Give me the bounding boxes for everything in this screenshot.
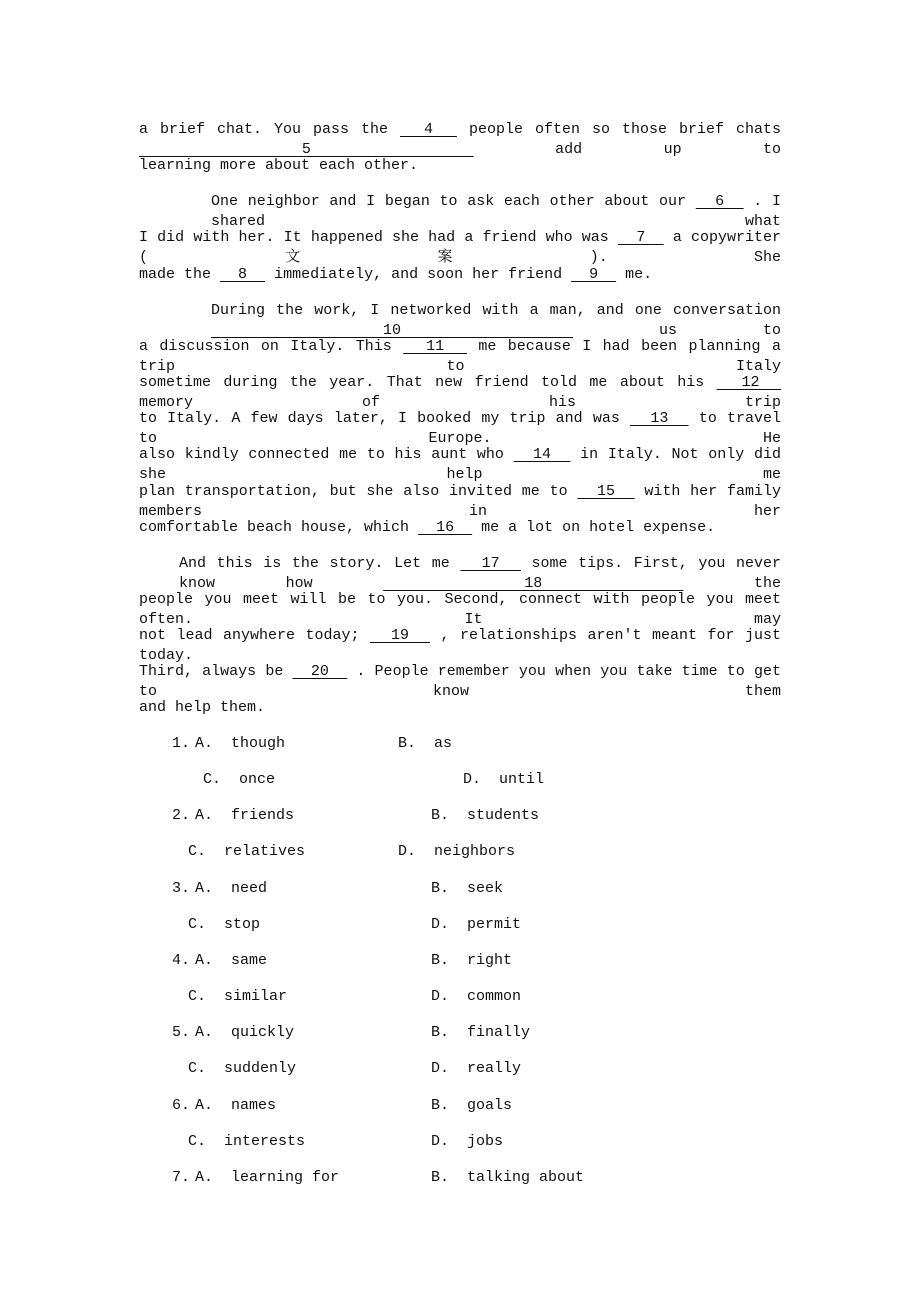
answer-blank: 9 xyxy=(571,265,617,283)
answer-blank: 10 xyxy=(211,321,573,339)
passage-text: some tips. First, you never know how xyxy=(179,554,781,592)
option-c: C. once xyxy=(203,771,276,789)
answer-blank: 11 xyxy=(403,337,467,355)
passage-text: And this is the story. Let me xyxy=(179,554,450,572)
option-a: A. friends xyxy=(195,807,295,825)
passage-text: a copywriter (文案). She xyxy=(139,229,781,267)
passage-text: us to xyxy=(658,321,781,339)
answer-blank: 7 xyxy=(618,229,664,247)
answer-blank: 8 xyxy=(220,265,266,283)
passage-text: add up to xyxy=(555,141,781,158)
option-a: A. learning for xyxy=(195,1168,340,1186)
option-b: B. talking about xyxy=(431,1168,585,1186)
answer-blank: 14 xyxy=(513,446,571,464)
passage-text: people you meet will be to you. Second, connect with people you meet often. It may xyxy=(139,590,781,628)
option-c: C. suddenly xyxy=(188,1060,297,1078)
option-a: A. names xyxy=(195,1096,277,1114)
passage-text: made the xyxy=(139,265,212,283)
answer-blank: 19 xyxy=(370,627,430,645)
option-c: C. stop xyxy=(188,915,261,933)
answer-blank: 16 xyxy=(418,518,473,536)
passage-text: the xyxy=(753,574,781,592)
passage-text: with her family members in her xyxy=(139,482,781,520)
passage-text: me. xyxy=(625,265,653,283)
option-b: B. finally xyxy=(431,1024,531,1042)
passage-line xyxy=(139,409,782,448)
passage-line xyxy=(211,192,781,231)
passage-text: memory of his trip xyxy=(139,394,781,412)
passage-text: . I shared what xyxy=(211,193,781,231)
answer-blank: 5 xyxy=(139,141,474,158)
answer-blank: 13 xyxy=(630,410,689,428)
option-d: D. common xyxy=(431,988,522,1006)
option-a: A. same xyxy=(195,951,268,969)
option-d: D. really xyxy=(431,1060,522,1078)
passage-line xyxy=(139,482,781,520)
question-number: 4. xyxy=(172,951,191,969)
option-d: D. jobs xyxy=(431,1132,504,1150)
passage-text: immediately, and soon her friend xyxy=(274,265,563,283)
passage-text: me a lot on hotel expense. xyxy=(481,518,716,536)
passage-line xyxy=(139,228,781,267)
passage-text: . People remember you when you take time to get to know them xyxy=(139,663,781,701)
option-c: C. similar xyxy=(188,988,288,1006)
answer-blank: 18 xyxy=(383,574,684,592)
passage-line xyxy=(179,554,781,592)
answer-blank: 20 xyxy=(292,663,348,681)
answer-blank: 15 xyxy=(577,482,635,500)
answer-blank: 6 xyxy=(695,193,744,211)
option-b: B. as xyxy=(398,735,453,752)
passage-text: in Italy. Not only did she help me xyxy=(139,446,781,484)
option-b: B. students xyxy=(431,807,540,825)
option-c: C. interests xyxy=(188,1132,306,1150)
passage-text: to Italy. A few days later, I booked my trip and was xyxy=(139,410,620,428)
question-number: 5. xyxy=(172,1024,191,1042)
passage-text: One neighbor and I began to ask each other about our xyxy=(211,193,687,211)
passage-text: sometime during the year. That new friend told me about his xyxy=(139,374,705,392)
passage-line xyxy=(139,373,781,412)
option-a: A. though xyxy=(195,735,286,752)
passage-text: to travel to Europe. He xyxy=(139,410,782,448)
passage-text: plan transportation, but she also invited me to xyxy=(139,482,568,500)
passage-text: also kindly connected me to his aunt who xyxy=(139,446,504,464)
passage-line xyxy=(139,337,781,375)
passage-line xyxy=(139,445,781,484)
passage-text: and help them. xyxy=(139,699,266,717)
option-b: B. seek xyxy=(431,879,504,897)
passage-text: Third, always be xyxy=(139,663,284,681)
passage-text: During the work, I networked with a man, and one conversation xyxy=(211,301,781,319)
passage-text: a brief chat. You pass the xyxy=(139,121,388,138)
option-a: A. need xyxy=(195,879,268,897)
passage-text: not lead anywhere today; xyxy=(139,627,370,645)
passage-line xyxy=(139,120,781,158)
question-number: 1. xyxy=(172,735,191,752)
passage-text: comfortable beach house, which xyxy=(139,518,410,536)
passage-text: a discussion on Italy. This xyxy=(139,337,392,355)
passage-line xyxy=(139,626,781,665)
option-d: D. permit xyxy=(431,915,522,933)
question-number: 7. xyxy=(172,1168,191,1186)
option-d: D. until xyxy=(463,771,545,789)
option-b: B. right xyxy=(431,951,513,969)
passage-text: learning more about each other. xyxy=(139,157,419,175)
passage-line xyxy=(139,698,274,718)
passage-text: people often so those brief chats xyxy=(468,121,781,138)
passage-text: I did with her. It happened she had a friend who was xyxy=(139,229,609,247)
option-d: D. neighbors xyxy=(398,843,516,861)
option-c: C. relatives xyxy=(188,843,306,861)
option-b: B. goals xyxy=(431,1096,513,1114)
passage-line xyxy=(139,265,661,285)
answer-blank: 4 xyxy=(400,121,457,138)
question-number: 6. xyxy=(172,1096,191,1114)
passage-line xyxy=(139,518,724,538)
passage-text: , relationships aren't meant for just today. xyxy=(139,627,781,665)
question-number: 2. xyxy=(172,807,191,825)
answer-blank: 12 xyxy=(716,374,781,392)
answer-blank: 17 xyxy=(460,554,521,572)
passage-text: me because I had been planning a trip to Italy xyxy=(139,337,781,375)
option-a: A. quickly xyxy=(195,1024,295,1042)
passage-line xyxy=(139,156,427,176)
passage-line xyxy=(139,662,781,701)
passage-line xyxy=(139,590,781,628)
passage-line xyxy=(211,301,781,339)
question-number: 3. xyxy=(172,879,191,897)
